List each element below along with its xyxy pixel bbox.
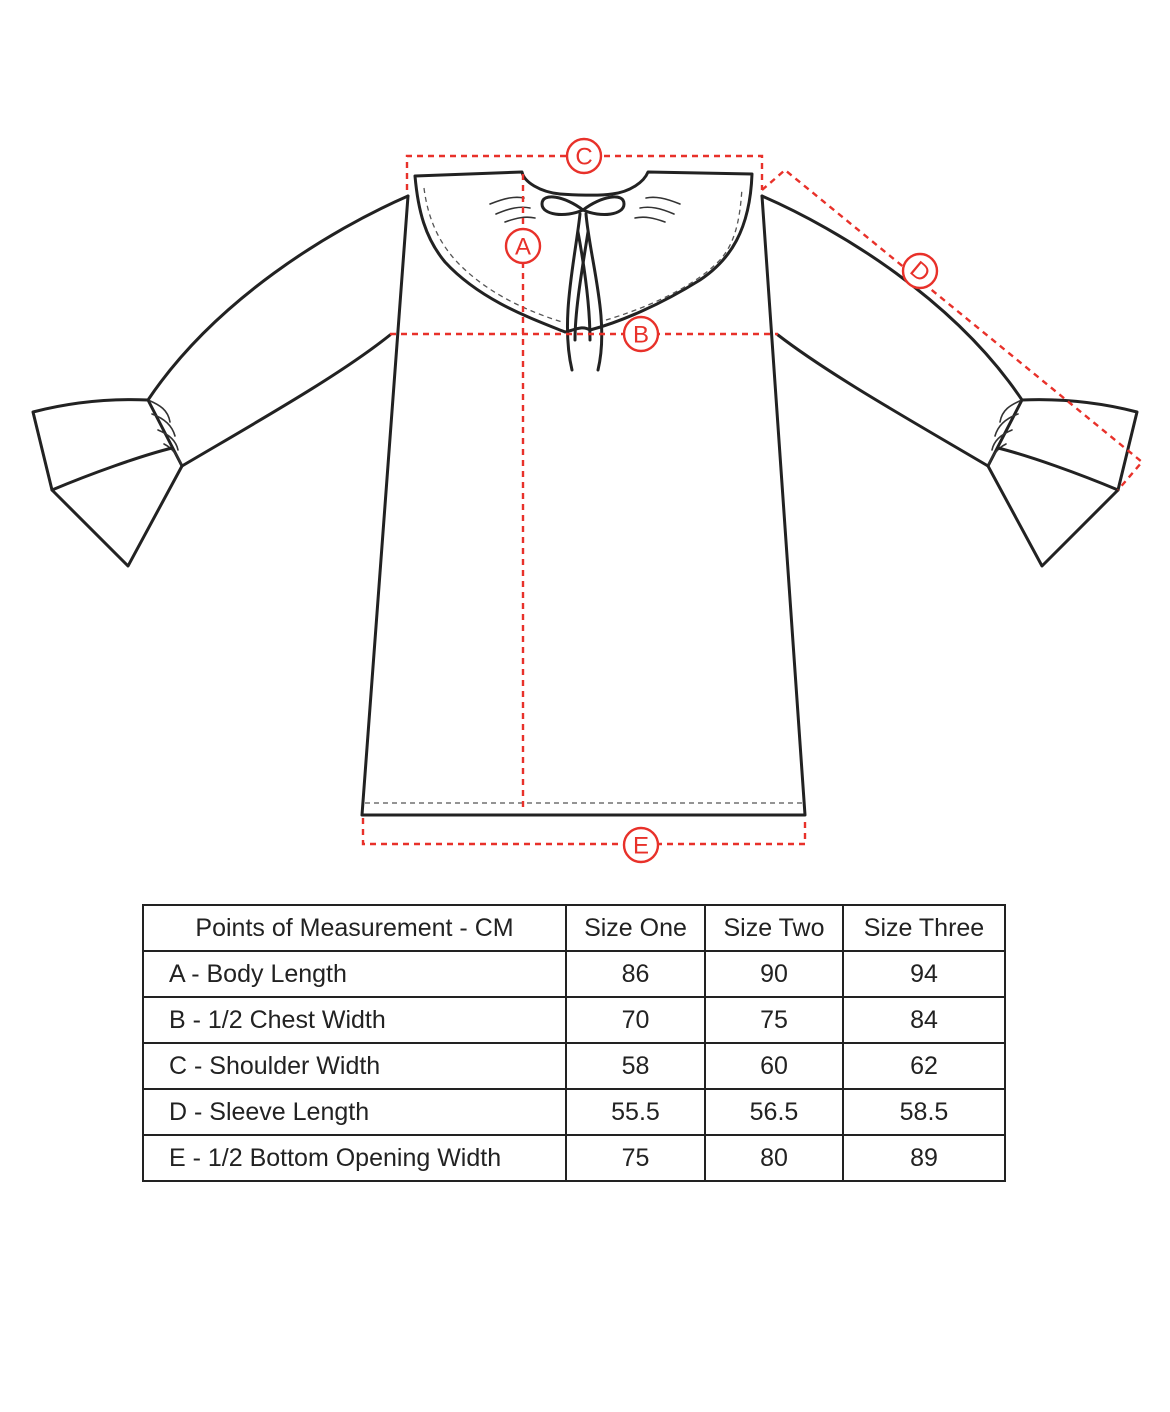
table-header-row — [143, 905, 1005, 951]
right-sleeve-outline — [762, 196, 1022, 466]
row-label: C - Shoulder Width — [143, 1043, 566, 1089]
row-label: D - Sleeve Length — [143, 1089, 566, 1135]
callout-a — [506, 229, 540, 263]
table-row — [143, 951, 1005, 997]
measurement-table — [142, 904, 1006, 1182]
cell-size-three: 94 — [843, 951, 1005, 997]
measure-line-d — [762, 170, 1142, 490]
cell-size-two: 56.5 — [705, 1089, 843, 1135]
table-row — [143, 997, 1005, 1043]
header-points-of-measurement: Points of Measurement - CM — [143, 905, 566, 951]
cell-size-one: 86 — [566, 951, 705, 997]
cell-size-one: 58 — [566, 1043, 705, 1089]
right-ruffle-tier — [998, 448, 1118, 490]
callout-e — [624, 828, 658, 862]
svg-text:D: D — [904, 256, 936, 288]
cell-size-two: 90 — [705, 951, 843, 997]
cell-size-one: 70 — [566, 997, 705, 1043]
table-row — [143, 1043, 1005, 1089]
callout-c — [567, 139, 601, 173]
cell-size-three: 89 — [843, 1135, 1005, 1181]
cell-size-three: 58.5 — [843, 1089, 1005, 1135]
measure-line-e — [363, 818, 805, 844]
left-ruffle-tier — [52, 448, 172, 490]
svg-text:A: A — [514, 233, 532, 261]
row-label: E - 1/2 Bottom Opening Width — [143, 1135, 566, 1181]
svg-text:C: C — [575, 143, 593, 171]
left-sleeve-outline — [148, 196, 408, 466]
cell-size-three: 84 — [843, 997, 1005, 1043]
callout-b — [624, 317, 658, 351]
cell-size-one: 75 — [566, 1135, 705, 1181]
table-row — [143, 1135, 1005, 1181]
header-size-one: Size One — [566, 905, 705, 951]
cell-size-two: 75 — [705, 997, 843, 1043]
row-label: A - Body Length — [143, 951, 566, 997]
table-row — [143, 1089, 1005, 1135]
cell-size-two: 80 — [705, 1135, 843, 1181]
callout-d — [903, 254, 937, 288]
svg-text:B: B — [632, 321, 650, 349]
header-size-three: Size Three — [843, 905, 1005, 951]
svg-text:E: E — [632, 832, 650, 860]
row-label: B - 1/2 Chest Width — [143, 997, 566, 1043]
cell-size-one: 55.5 — [566, 1089, 705, 1135]
header-size-two: Size Two — [705, 905, 843, 951]
neck-bow — [542, 197, 624, 370]
cell-size-two: 60 — [705, 1043, 843, 1089]
cell-size-three: 62 — [843, 1043, 1005, 1089]
garment-body-outline — [362, 196, 805, 815]
